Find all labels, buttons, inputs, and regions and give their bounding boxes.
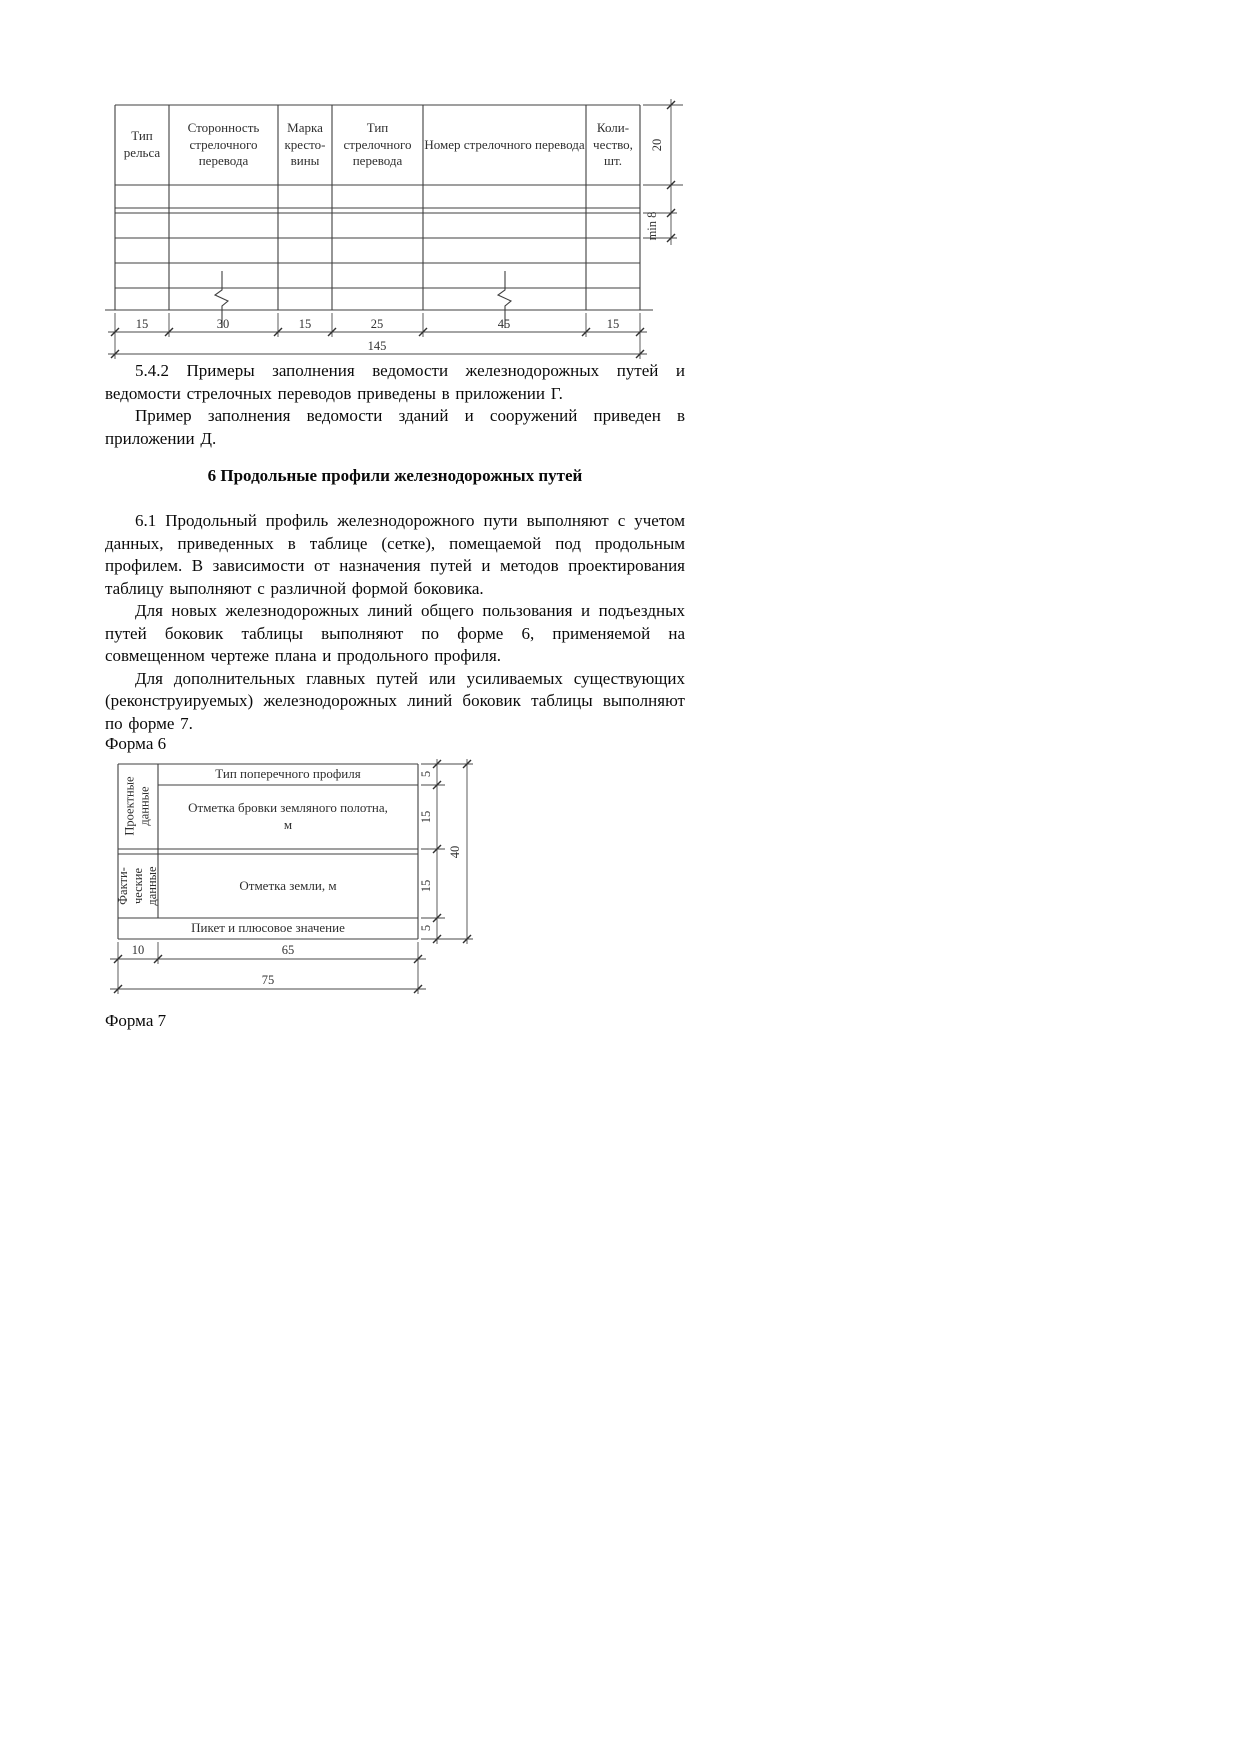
row-cross-profile-type: Тип поперечного профиля bbox=[215, 766, 361, 782]
paragraph-6-1c: Для дополнительных главных путей или усиливаемых существующих (реконструируемых) железнодорожных линий боковик таблицы выполняют по форме 7. bbox=[105, 668, 685, 733]
dim-total-height: 40 bbox=[448, 845, 462, 859]
form-6-drawing bbox=[105, 752, 505, 1007]
row-roadbed-edge-mark: Отметка бровки земляного полотна, м bbox=[188, 800, 388, 832]
dim-col1-width: 15 bbox=[135, 317, 149, 331]
dim-row1-height: 5 bbox=[419, 770, 433, 778]
dim-graph-width: 65 bbox=[281, 943, 295, 957]
section-6-heading: 6 Продольные профили железнодорожных путей bbox=[207, 466, 583, 485]
sidebar-design-data-label: Проектные данные bbox=[122, 776, 152, 836]
row-picket-plus-value: Пикет и плюсовое значение bbox=[191, 920, 345, 936]
form-7-label: Форма 7 bbox=[105, 1011, 167, 1030]
dim-col5-width: 45 bbox=[497, 317, 511, 331]
form-6-label: Форма 6 bbox=[105, 734, 167, 753]
dim-row4-height: 5 bbox=[419, 924, 433, 932]
dim-min-row-height: min 8 bbox=[645, 211, 659, 241]
dim-total-width: 75 bbox=[261, 973, 275, 987]
column-header-rail-type: Тип рельса bbox=[123, 128, 161, 160]
section-5-4-2-text bbox=[105, 360, 685, 450]
dim-col4-width: 25 bbox=[370, 317, 384, 331]
dim-row3-height: 15 bbox=[419, 879, 433, 893]
dim-col2-width: 30 bbox=[216, 317, 230, 331]
dim-row2-height: 15 bbox=[419, 810, 433, 824]
break-marks bbox=[215, 271, 511, 328]
switch-ledger-form-drawing bbox=[105, 95, 685, 367]
column-header-frog-mark: Марка кресто-вины bbox=[284, 120, 326, 169]
paragraph-6-1b: Для новых железнодорожных линий общего пользования и подъездных путей боковик таблицы выполняют по форме 6, применяемой на совмещенном чертеже плана и продольного профиля. bbox=[105, 601, 685, 665]
column-header-switch-number: Номер стрелочного перевода bbox=[424, 136, 585, 152]
dim-total-width: 145 bbox=[367, 339, 387, 353]
column-header-switch-side: Сторонность стрелочного перевода bbox=[187, 120, 260, 169]
sidebar-actual-data-label: Факти-ческие данные bbox=[115, 866, 160, 906]
dim-col6-width: 15 bbox=[606, 317, 620, 331]
column-header-switch-type: Тип стрелочного перевода bbox=[343, 120, 412, 169]
dim-col3-width: 15 bbox=[298, 317, 312, 331]
paragraph-5-4-2: 5.4.2 Примеры заполнения ведомости железнодорожных путей и ведомости стрелочных переводов приведены в приложении Г. bbox=[105, 361, 685, 403]
dim-sidebar-width: 10 bbox=[131, 943, 145, 957]
column-header-quantity: Коли-чество, шт. bbox=[593, 120, 633, 169]
row-ground-mark: Отметка земли, м bbox=[239, 877, 337, 893]
dim-header-height: 20 bbox=[650, 138, 664, 152]
paragraph-6-1: 6.1 Продольный профиль железнодорожного пути выполняют с учетом данных, приведенных в таблице (сетке), помещаемой под продольным профилем. В зависимости от назначения путей и методов проектирования таблицу выполняют с различной формой боковика. bbox=[105, 511, 685, 598]
section-6-1-text bbox=[105, 510, 685, 735]
paragraph-5-4-2b: Пример заполнения ведомости зданий и сооружений приведен в приложении Д. bbox=[105, 406, 685, 448]
